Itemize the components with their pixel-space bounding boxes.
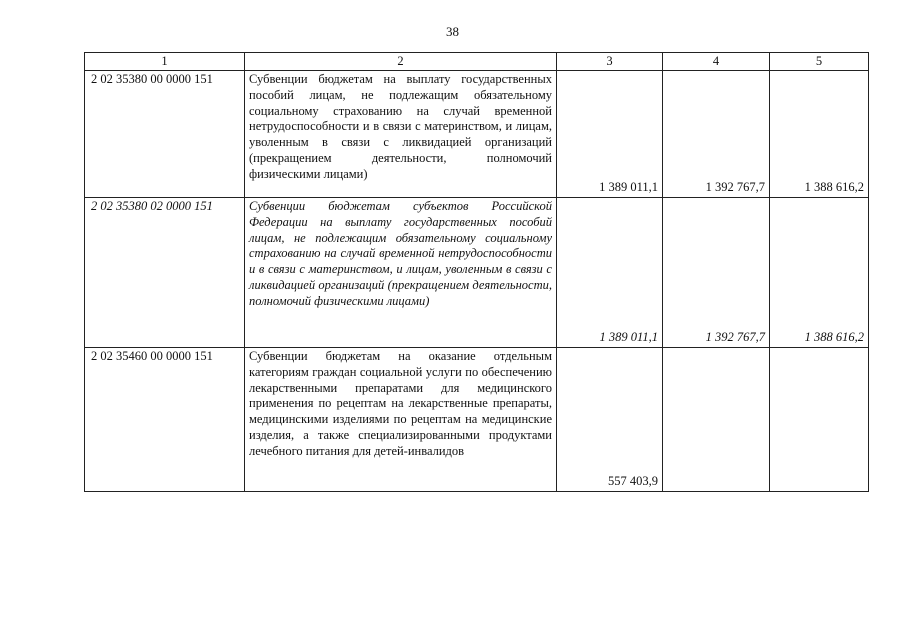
column-header-4: 4	[663, 53, 770, 71]
table-header-row	[85, 53, 869, 71]
row-description: Субвенции бюджетам субъектов Российской Федерации на выплату государственных пособий лицам, не подлежащим обязательному социальному страхованию на случай временной нетрудоспособности и в связи с материнством, и лицам, уволенным в связи с ликвидацией организаций (прекращением деятельности, полномочий физическими лицами)	[245, 198, 557, 348]
column-header-1: 1	[85, 53, 245, 71]
table-row	[85, 348, 869, 492]
value-col-5: 1 388 616,2	[770, 198, 869, 348]
row-description: Субвенции бюджетам на выплату государственных пособий лицам, не подлежащим обязательному социальному страхованию на случай временной нетрудоспособности и в связи с материнством, и лицам, уволенным в связи с ликвидацией организаций (прекращением деятельности, полномочий физическими лицами)	[245, 71, 557, 198]
value-col-3: 1 389 011,1	[557, 198, 663, 348]
column-header-5: 5	[770, 53, 869, 71]
value-col-5	[770, 348, 869, 492]
value-col-5: 1 388 616,2	[770, 71, 869, 198]
page-number: 38	[446, 24, 459, 39]
budget-table	[84, 52, 869, 492]
budget-code: 2 02 35380 02 0000 151	[85, 198, 245, 348]
budget-code: 2 02 35460 00 0000 151	[85, 348, 245, 492]
value-col-4	[663, 348, 770, 492]
table-row	[85, 71, 869, 198]
value-col-4: 1 392 767,7	[663, 198, 770, 348]
value-col-3: 1 389 011,1	[557, 71, 663, 198]
column-header-3: 3	[557, 53, 663, 71]
budget-code: 2 02 35380 00 0000 151	[85, 71, 245, 198]
row-description: Субвенции бюджетам на оказание отдельным категориям граждан социальной услуги по обеспечению лекарственными препаратами для медицинского применения по рецептам на лекарственные препараты, медицинскими изделиями по рецептам на медицинские изделия, а также специализированными продуктами лечебного питания для детей-инвалидов	[245, 348, 557, 492]
value-col-3: 557 403,9	[557, 348, 663, 492]
value-col-4: 1 392 767,7	[663, 71, 770, 198]
table-row	[85, 198, 869, 348]
column-header-2: 2	[245, 53, 557, 71]
